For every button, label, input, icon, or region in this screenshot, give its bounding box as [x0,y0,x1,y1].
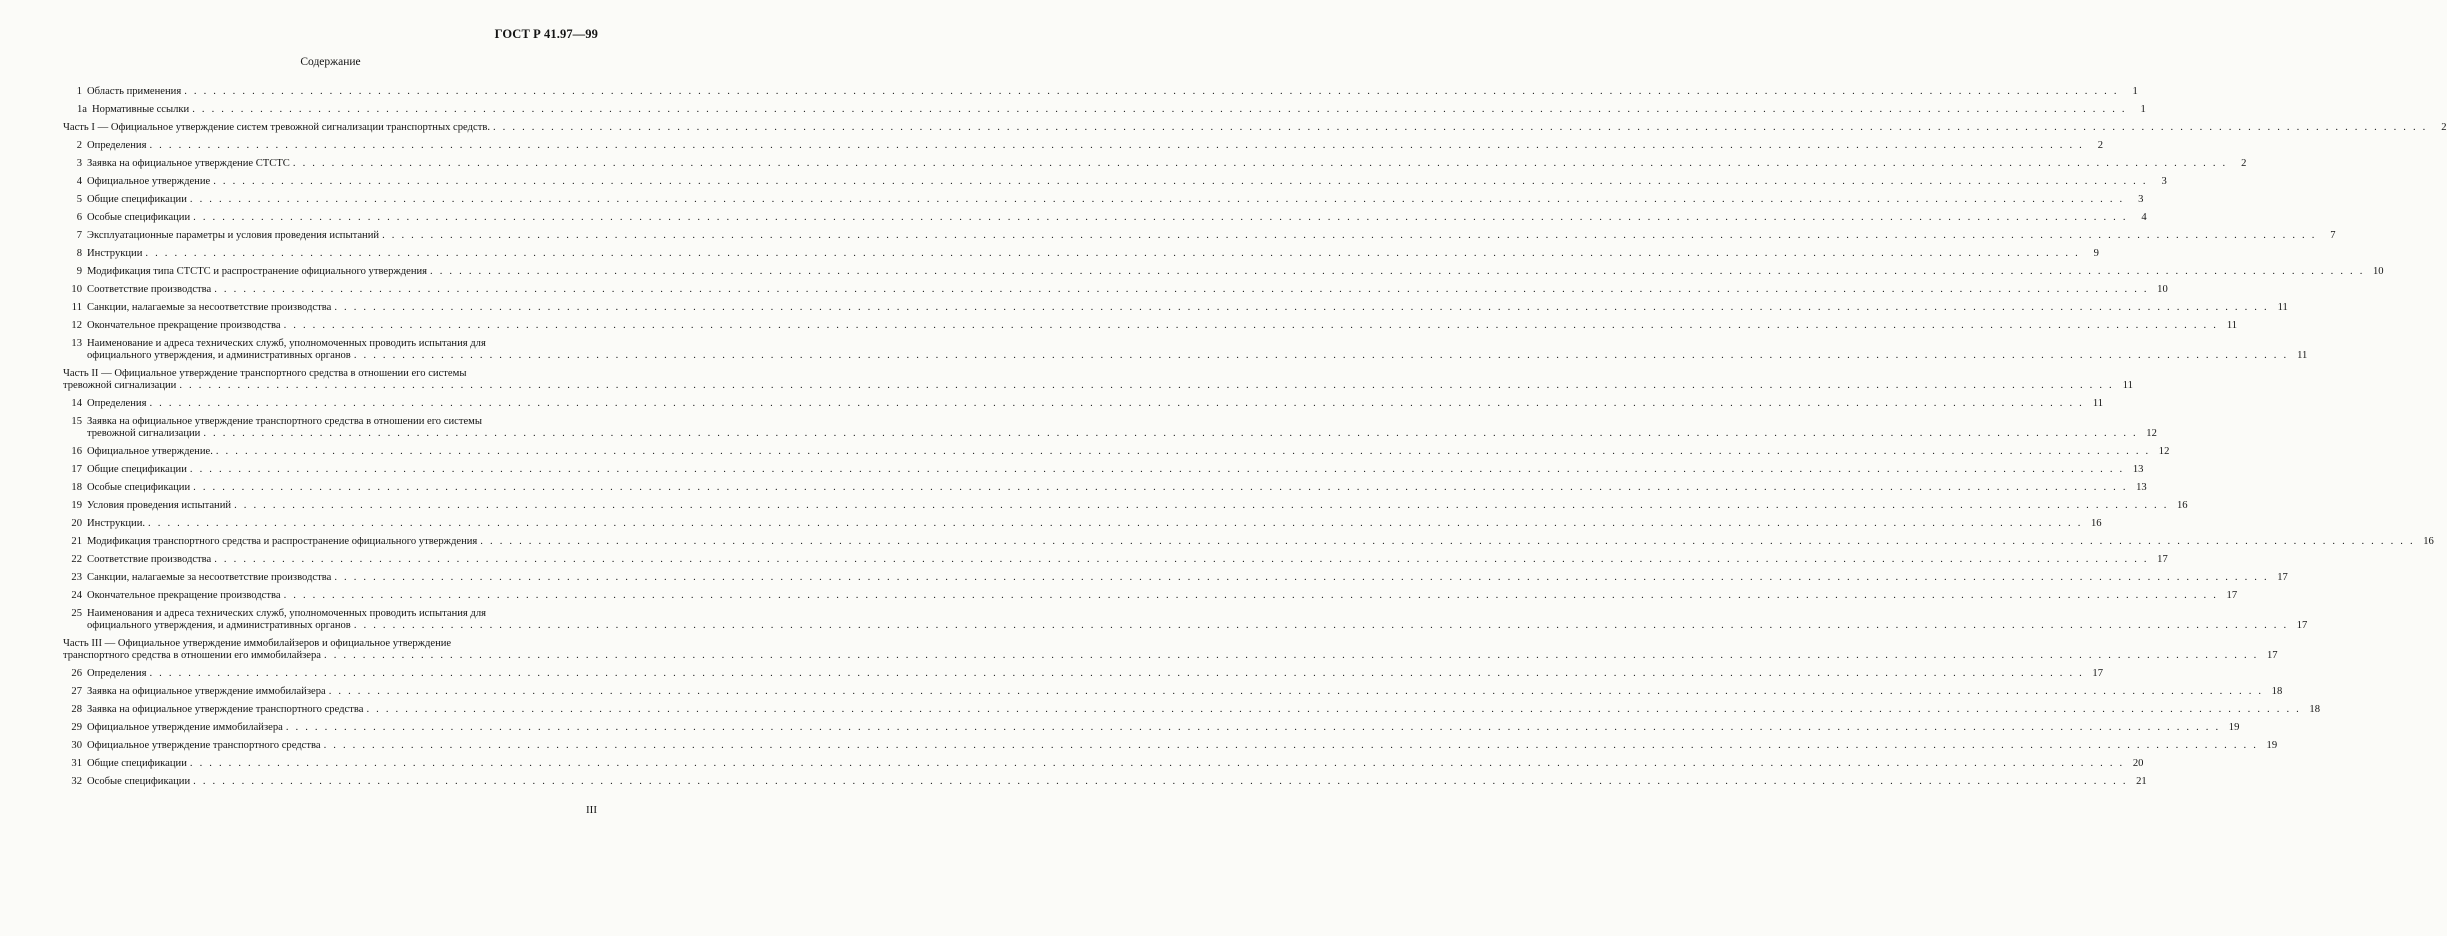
toc-entry-number: 13 [71,338,82,349]
toc-entry-title: Инструкции. [87,518,146,529]
toc-leader-dots: . . . . . . . . . . . . . . . . . . . . . . . . . . . . . . . . . . . . . . . . . . . . . . . . . . . . . . . . . . . . . . . . . . . . . . . . . . . . . . . . . . . . . . . . . . . . . . . . . . . . . . . . . . . . . . . . . . . . . . . . . . . . . . . . . . . . . . . . . . . . . . . . . . . . . . . . . . . . . . . . . . . . . . . . . . . . . . . . . . . . . . . . . . . . . . . . . . . . . . . . [366,704,2301,715]
toc-entry-page: 17 [2296,620,2308,631]
toc-entry-title: Нормативные ссылки [92,104,190,115]
toc-entry-title: Заявка на официальное утверждение СТСТС [87,158,290,169]
toc-entry[interactable] [63,230,2336,242]
toc-entry[interactable] [63,176,2167,188]
toc-leader-dots: . . . . . . . . . . . . . . . . . . . . . . . . . . . . . . . . . . . . . . . . . . . . . . . . . . . . . . . . . . . . . . . . . . . . . . . . . . . . . . . . . . . . . . . . . . . . . . . . . . . . . . . . . . . . . . . . . . . . . . . . . . . . . . . . . . . . . . . . . . . . . . . . . . . . . . . . . . . . . . . . . . . . . . . . . . . . . . . . . . . . . . . . . . . . . . . . . . . . . . . . [492,122,2428,133]
toc-entry[interactable] [63,212,2147,224]
toc-entry-page: 16 [2423,536,2434,547]
toc-entry[interactable] [63,158,2247,170]
toc-leader-dots: . . . . . . . . . . . . . . . . . . . . . . . . . . . . . . . . . . . . . . . . . . . . . . . . . . . . . . . . . . . . . . . . . . . . . . . . . . . . . . . . . . . . . . . . . . . . . . . . . . . . . . . . . . . . . . . . . . . . . . . . . . . . . . . . . . . . . . . . . . . . . . . . . . . . . . . . . . . . . . . . . . . . . . . . . . . . . . . . . . . . . . . . . . . . . . . . . . . . . . . . [214,284,2149,295]
toc-entry-page: 16 [2177,500,2188,511]
toc-leader-dots: . . . . . . . . . . . . . . . . . . . . . . . . . . . . . . . . . . . . . . . . . . . . . . . . . . . . . . . . . . . . . . . . . . . . . . . . . . . . . . . . . . . . . . . . . . . . . . . . . . . . . . . . . . . . . . . . . . . . . . . . . . . . . . . . . . . . . . . . . . . . . . . . . . . . . . . . . . . . . . . . . . . . . . . . . . . . . . . . . . . . . . . . . . . . . . . . . . . . . . . . [189,464,2125,475]
toc-entry-title: Модификация типа СТСТС и распространение официального утверждения [87,266,428,277]
toc-entry-number: 9 [76,266,82,277]
toc-leader-dots: . . . . . . . . . . . . . . . . . . . . . . . . . . . . . . . . . . . . . . . . . . . . . . . . . . . . . . . . . . . . . . . . . . . . . . . . . . . . . . . . . . . . . . . . . . . . . . . . . . . . . . . . . . . . . . . . . . . . . . . . . . . . . . . . . . . . . . . . . . . . . . . . . . . . . . . . . . . . . . . . . . . . . . . . . . . . . . . . . . . . . . . . . . . . . . . . . . . . . . . . [283,590,2219,601]
toc-leader-dots: . . . . . . . . . . . . . . . . . . . . . . . . . . . . . . . . . . . . . . . . . . . . . . . . . . . . . . . . . . . . . . . . . . . . . . . . . . . . . . . . . . . . . . . . . . . . . . . . . . . . . . . . . . . . . . . . . . . . . . . . . . . . . . . . . . . . . . . . . . . . . . . . . . . . . . . . . . . . . . . . . . . . . . . . . . . . . . . . . . . . . . . . . . . . . . . . . . . . . . . . [203,428,2138,439]
toc-leader-dots: . . . . . . . . . . . . . . . . . . . . . . . . . . . . . . . . . . . . . . . . . . . . . . . . . . . . . . . . . . . . . . . . . . . . . . . . . . . . . . . . . . . . . . . . . . . . . . . . . . . . . . . . . . . . . . . . . . . . . . . . . . . . . . . . . . . . . . . . . . . . . . . . . . . . . . . . . . . . . . . . . . . . . . . . . . . . . . . . . . . . . . . . . . . . . . . . . . . . . . . . [179,380,2114,391]
toc-entry-title: Определения [87,140,147,151]
toc-entry-title: Окончательное прекращение производства [87,320,281,331]
toc-entry[interactable] [63,686,2283,698]
toc-entry-page: 17 [2277,572,2288,583]
toc-entry-page: 3 [2138,194,2144,205]
toc-leader-dots: . . . . . . . . . . . . . . . . . . . . . . . . . . . . . . . . . . . . . . . . . . . . . . . . . . . . . . . . . . . . . . . . . . . . . . . . . . . . . . . . . . . . . . . . . . . . . . . . . . . . . . . . . . . . . . . . . . . . . . . . . . . . . . . . . . . . . . . . . . . . . . . . . . . . . . . . . . . . . . . . . . . . . . . . . . . . . . . . . . . . . . . . . . . . . . . . . . . . . . . . [214,554,2149,565]
toc-leader-dots: . . . . . . . . . . . . . . . . . . . . . . . . . . . . . . . . . . . . . . . . . . . . . . . . . . . . . . . . . . . . . . . . . . . . . . . . . . . . . . . . . . . . . . . . . . . . . . . . . . . . . . . . . . . . . . . . . . . . . . . . . . . . . . . . . . . . . . . . . . . . . . . . . . . . . . . . . . . . . . . . . . . . . . . . . . . . . . . . . . . . . . . . . . . . . . . . . . . . . . . . [353,350,2289,361]
toc-entry-number: 12 [71,320,82,331]
toc-entry[interactable] [63,482,2147,494]
toc-leader-dots: . . . . . . . . . . . . . . . . . . . . . . . . . . . . . . . . . . . . . . . . . . . . . . . . . . . . . . . . . . . . . . . . . . . . . . . . . . . . . . . . . . . . . . . . . . . . . . . . . . . . . . . . . . . . . . . . . . . . . . . . . . . . . . . . . . . . . . . . . . . . . . . . . . . . . . . . . . . . . . . . . . . . . . . . . . . . . . . . . . . . . . . . . . . . . . . . . . . . . . . . [292,158,2228,169]
toc-entry-number: 6 [76,212,82,223]
toc-entry-page: 12 [2158,446,2170,457]
toc-entry-page: 4 [2141,212,2147,223]
toc-entry[interactable] [63,302,2288,314]
toc-entry-page: 19 [2228,722,2240,733]
toc-entry-number: 25 [71,608,82,619]
toc-entry-title: Часть I — Официальное утверждение систем тревожной сигнализации транспортных средств. [63,122,490,133]
toc-leader-dots: . . . . . . . . . . . . . . . . . . . . . . . . . . . . . . . . . . . . . . . . . . . . . . . . . . . . . . . . . . . . . . . . . . . . . . . . . . . . . . . . . . . . . . . . . . . . . . . . . . . . . . . . . . . . . . . . . . . . . . . . . . . . . . . . . . . . . . . . . . . . . . . . . . . . . . . . . . . . . . . . . . . . . . . . . . . . . . . . . . . . . . . . . . . . . . . . . . . . . . . . [189,758,2125,769]
toc-entry-title: Соответствие производства [87,284,212,295]
toc-leader-dots: . . . . . . . . . . . . . . . . . . . . . . . . . . . . . . . . . . . . . . . . . . . . . . . . . . . . . . . . . . . . . . . . . . . . . . . . . . . . . . . . . . . . . . . . . . . . . . . . . . . . . . . . . . . . . . . . . . . . . . . . . . . . . . . . . . . . . . . . . . . . . . . . . . . . . . . . . . . . . . . . . . . . . . . . . . . . . . . . . . . . . . . . . . . . . . . . . . . . . . . . [323,740,2259,751]
toc-entry[interactable] [63,776,2147,788]
toc-leader-dots: . . . . . . . . . . . . . . . . . . . . . . . . . . . . . . . . . . . . . . . . . . . . . . . . . . . . . . . . . . . . . . . . . . . . . . . . . . . . . . . . . . . . . . . . . . . . . . . . . . . . . . . . . . . . . . . . . . . . . . . . . . . . . . . . . . . . . . . . . . . . . . . . . . . . . . . . . . . . . . . . . . . . . . . . . . . . . . . . . . . . . . . . . . . . . . . . . . . . . . . . [382,230,2317,241]
toc-entry[interactable] [63,464,2144,476]
toc-entry-page: 2 [2241,158,2247,169]
toc-leader-dots: . . . . . . . . . . . . . . . . . . . . . . . . . . . . . . . . . . . . . . . . . . . . . . . . . . . . . . . . . . . . . . . . . . . . . . . . . . . . . . . . . . . . . . . . . . . . . . . . . . . . . . . . . . . . . . . . . . . . . . . . . . . . . . . . . . . . . . . . . . . . . . . . . . . . . . . . . . . . . . . . . . . . . . . . . . . . . . . . . . . . . . . . . . . . . . . . . . . . . . . . [285,722,2221,733]
toc-entry[interactable] [63,554,2168,566]
toc-entry-number: 27 [71,686,82,697]
toc-entry-title: Официальное утверждение. [87,446,213,457]
toc-entry-number: 31 [71,758,82,769]
toc-entry-number: 17 [71,464,82,475]
toc-entry-page: 18 [2271,686,2283,697]
toc-leader-dots: . . . . . . . . . . . . . . . . . . . . . . . . . . . . . . . . . . . . . . . . . . . . . . . . . . . . . . . . . . . . . . . . . . . . . . . . . . . . . . . . . . . . . . . . . . . . . . . . . . . . . . . . . . . . . . . . . . . . . . . . . . . . . . . . . . . . . . . . . . . . . . . . . . . . . . . . . . . . . . . . . . . . . . . . . . . . . . . . . . . . . . . . . . . . . . . . . . . . . . . . [145,248,2080,259]
toc-entry-title: транспортного средства в отношении его иммобилайзера [63,650,321,661]
toc-leader-dots: . . . . . . . . . . . . . . . . . . . . . . . . . . . . . . . . . . . . . . . . . . . . . . . . . . . . . . . . . . . . . . . . . . . . . . . . . . . . . . . . . . . . . . . . . . . . . . . . . . . . . . . . . . . . . . . . . . . . . . . . . . . . . . . . . . . . . . . . . . . . . . . . . . . . . . . . . . . . . . . . . . . . . . . . . . . . . . . . . . . . . . . . . . . . . . . . . . . . . . . . [149,398,2085,409]
toc-leader-dots: . . . . . . . . . . . . . . . . . . . . . . . . . . . . . . . . . . . . . . . . . . . . . . . . . . . . . . . . . . . . . . . . . . . . . . . . . . . . . . . . . . . . . . . . . . . . . . . . . . . . . . . . . . . . . . . . . . . . . . . . . . . . . . . . . . . . . . . . . . . . . . . . . . . . . . . . . . . . . . . . . . . . . . . . . . . . . . . . . . . . . . . . . . . . . . . . . . . . . . . . [213,176,2148,187]
toc-entry[interactable] [63,722,2240,734]
toc-entry-page: 11 [2226,320,2238,331]
toc-leader-dots: . . . . . . . . . . . . . . . . . . . . . . . . . . . . . . . . . . . . . . . . . . . . . . . . . . . . . . . . . . . . . . . . . . . . . . . . . . . . . . . . . . . . . . . . . . . . . . . . . . . . . . . . . . . . . . . . . . . . . . . . . . . . . . . . . . . . . . . . . . . . . . . . . . . . . . . . . . . . . . . . . . . . . . . . . . . . . . . . . . . . . . . . . . . . . . . . . . . . . . . . [283,320,2219,331]
toc-entry-title: Условия проведения испытаний [87,500,232,511]
toc-leader-dots: . . . . . . . . . . . . . . . . . . . . . . . . . . . . . . . . . . . . . . . . . . . . . . . . . . . . . . . . . . . . . . . . . . . . . . . . . . . . . . . . . . . . . . . . . . . . . . . . . . . . . . . . . . . . . . . . . . . . . . . . . . . . . . . . . . . . . . . . . . . . . . . . . . . . . . . . . . . . . . . . . . . . . . . . . . . . . . . . . . . . . . . . . . . . . . . . . . . . . . . . [324,650,2259,661]
toc-entry-title: Эксплуатационные параметры и условия проведения испытаний [87,230,380,241]
toc-leader-dots: . . . . . . . . . . . . . . . . . . . . . . . . . . . . . . . . . . . . . . . . . . . . . . . . . . . . . . . . . . . . . . . . . . . . . . . . . . . . . . . . . . . . . . . . . . . . . . . . . . . . . . . . . . . . . . . . . . . . . . . . . . . . . . . . . . . . . . . . . . . . . . . . . . . . . . . . . . . . . . . . . . . . . . . . . . . . . . . . . . . . . . . . . . . . . . . . . . . . . . . . [215,446,2151,457]
toc-entry-number: 19 [71,500,82,511]
toc-entry[interactable] [63,140,2104,152]
toc-entry-title: Определения [87,668,147,679]
toc-entry-number: 4 [76,176,82,187]
toc-entry-page: 3 [2161,176,2167,187]
toc-leader-dots: . . . . . . . . . . . . . . . . . . . . . . . . . . . . . . . . . . . . . . . . . . . . . . . . . . . . . . . . . . . . . . . . . . . . . . . . . . . . . . . . . . . . . . . . . . . . . . . . . . . . . . . . . . . . . . . . . . . . . . . . . . . . . . . . . . . . . . . . . . . . . . . . . . . . . . . . . . . . . . . . . . . . . . . . . . . . . . . . . . . . . . . . . . . . . . . . . . . . . . . . [430,266,2365,277]
toc-entry-page: 1 [2140,104,2146,115]
toc-entry[interactable] [63,398,2104,410]
toc-entry-title-line: Наименование и адреса технических служб, уполномоченных проводить испытания для [87,338,486,349]
toc-entry-title-line: Заявка на официальное утверждение транспортного средства в отношении его системы [87,416,482,427]
toc-entry-number: 24 [71,590,82,601]
toc-entry-title: Заявка на официальное утверждение транспортного средства [87,704,364,715]
toc-entry-title: Официальное утверждение [87,176,211,187]
toc-entry-page: 10 [2372,266,2384,277]
toc-leader-dots: . . . . . . . . . . . . . . . . . . . . . . . . . . . . . . . . . . . . . . . . . . . . . . . . . . . . . . . . . . . . . . . . . . . . . . . . . . . . . . . . . . . . . . . . . . . . . . . . . . . . . . . . . . . . . . . . . . . . . . . . . . . . . . . . . . . . . . . . . . . . . . . . . . . . . . . . . . . . . . . . . . . . . . . . . . . . . . . . . . . . . . . . . . . . . . . . . . . . . . . . [192,104,2127,115]
toc-entry[interactable] [63,122,2447,134]
toc-entry-page: 2 [2097,140,2104,151]
toc-entry-page: 7 [2330,230,2336,241]
toc-entry-page: 17 [2092,668,2104,679]
toc-entry-title: Общие спецификации [87,194,187,205]
toc-entry[interactable] [63,446,2170,458]
toc-entry-number: 32 [71,776,82,787]
toc-entry-title: Особые спецификации [87,776,191,787]
toc-entry[interactable] [63,608,2308,632]
toc-leader-dots: . . . . . . . . . . . . . . . . . . . . . . . . . . . . . . . . . . . . . . . . . . . . . . . . . . . . . . . . . . . . . . . . . . . . . . . . . . . . . . . . . . . . . . . . . . . . . . . . . . . . . . . . . . . . . . . . . . . . . . . . . . . . . . . . . . . . . . . . . . . . . . . . . . . . . . . . . . . . . . . . . . . . . . . . . . . . . . . . . . . . . . . . . . . . . . . . . . . . . . . . [334,302,2269,313]
toc-entry-number: 14 [71,398,82,409]
toc-entry-title: Окончательное прекращение производства [87,590,281,601]
toc-entry[interactable] [63,266,2384,278]
toc-entry-page: 13 [2136,482,2147,493]
toc-entry-title: Инструкции [87,248,143,259]
toc-entry[interactable] [63,518,2102,530]
toc-entry-title: Официальное утверждение иммобилайзера [87,722,283,733]
toc-entry-page: 19 [2266,740,2278,751]
toc-entry-number: 8 [76,248,82,259]
toc-entry-number: 28 [71,704,82,715]
toc-entry-number: 22 [71,554,82,565]
toc-entry-page: 11 [2277,302,2288,313]
toc-entry-page: 17 [2157,554,2168,565]
toc-entry-number: 29 [71,722,82,733]
toc-entry-page: 16 [2090,518,2102,529]
toc-entry-number: 10 [71,284,82,295]
toc-entry-number: 23 [71,572,82,583]
toc-entry-page: 1 [2132,86,2138,97]
page-number: III [586,804,597,816]
toc-entry-number: 20 [71,518,82,529]
toc-entry-title: Особые спецификации [87,482,191,493]
toc-entry-page: 10 [2157,284,2168,295]
toc-entry-page: 20 [2132,758,2144,769]
toc-entry[interactable] [63,500,2188,512]
table-of-contents [63,86,2447,794]
toc-entry[interactable] [63,740,2278,752]
toc-entry[interactable] [63,590,2238,602]
toc-leader-dots: . . . . . . . . . . . . . . . . . . . . . . . . . . . . . . . . . . . . . . . . . . . . . . . . . . . . . . . . . . . . . . . . . . . . . . . . . . . . . . . . . . . . . . . . . . . . . . . . . . . . . . . . . . . . . . . . . . . . . . . . . . . . . . . . . . . . . . . . . . . . . . . . . . . . . . . . . . . . . . . . . . . . . . . . . . . . . . . . . . . . . . . . . . . . . . . . . . . . . . . . [334,572,2269,583]
toc-entry-title: Определения [87,398,147,409]
toc-entry-title: Санкции, налагаемые за несоответствие производства [87,572,332,583]
toc-entry-title: официального утверждения, и административных органов [87,620,351,631]
toc-entry-title: Заявка на официальное утверждение иммобилайзера [87,686,326,697]
toc-leader-dots: . . . . . . . . . . . . . . . . . . . . . . . . . . . . . . . . . . . . . . . . . . . . . . . . . . . . . . . . . . . . . . . . . . . . . . . . . . . . . . . . . . . . . . . . . . . . . . . . . . . . . . . . . . . . . . . . . . . . . . . . . . . . . . . . . . . . . . . . . . . . . . . . . . . . . . . . . . . . . . . . . . . . . . . . . . . . . . . . . . . . . . . . . . . . . . . . . . . . . . . . [234,500,2169,511]
toc-entry-title: Область применения [87,86,182,97]
toc-entry-title: Общие спецификации [87,758,187,769]
toc-entry-title: Модификация транспортного средства и распространение официального утверждения [87,536,478,547]
toc-leader-dots: . . . . . . . . . . . . . . . . . . . . . . . . . . . . . . . . . . . . . . . . . . . . . . . . . . . . . . . . . . . . . . . . . . . . . . . . . . . . . . . . . . . . . . . . . . . . . . . . . . . . . . . . . . . . . . . . . . . . . . . . . . . . . . . . . . . . . . . . . . . . . . . . . . . . . . . . . . . . . . . . . . . . . . . . . . . . . . . . . . . . . . . . . . . . . . . . . . . . . . . . [148,518,2083,529]
toc-entry-number: 21 [71,536,82,547]
toc-entry-page: 18 [2309,704,2320,715]
toc-entry-page: 11 [2092,398,2104,409]
document-code: ГОСТ Р 41.97—99 [494,27,598,41]
toc-entry[interactable] [63,248,2099,260]
toc-entry-title: Особые спецификации [87,212,191,223]
toc-entry-page: 13 [2132,464,2144,475]
toc-entry[interactable] [63,338,2308,362]
toc-entry[interactable] [63,284,2168,296]
toc-entry-page: 12 [2146,428,2157,439]
toc-entry[interactable] [63,86,2138,98]
toc-entry-number: 18 [71,482,82,493]
toc-entry-number: 26 [71,668,82,679]
toc-entry-title: официального утверждения, и административных органов [87,350,351,361]
toc-entry[interactable] [63,104,2146,116]
toc-entry[interactable] [63,668,2104,680]
toc-entry-title: Санкции, налагаемые за несоответствие производства [87,302,332,313]
toc-entry-number: 15 [71,416,82,427]
toc-entry-title-line: Часть III — Официальное утверждение иммобилайзеров и официальное утверждение [63,638,452,649]
toc-entry[interactable] [63,320,2238,332]
toc-leader-dots: . . . . . . . . . . . . . . . . . . . . . . . . . . . . . . . . . . . . . . . . . . . . . . . . . . . . . . . . . . . . . . . . . . . . . . . . . . . . . . . . . . . . . . . . . . . . . . . . . . . . . . . . . . . . . . . . . . . . . . . . . . . . . . . . . . . . . . . . . . . . . . . . . . . . . . . . . . . . . . . . . . . . . . . . . . . . . . . . . . . . . . . . . . . . . . . . . . . . . . . . [193,776,2128,787]
toc-leader-dots: . . . . . . . . . . . . . . . . . . . . . . . . . . . . . . . . . . . . . . . . . . . . . . . . . . . . . . . . . . . . . . . . . . . . . . . . . . . . . . . . . . . . . . . . . . . . . . . . . . . . . . . . . . . . . . . . . . . . . . . . . . . . . . . . . . . . . . . . . . . . . . . . . . . . . . . . . . . . . . . . . . . . . . . . . . . . . . . . . . . . . . . . . . . . . . . . . . . . . . . . [328,686,2264,697]
toc-entry-page: 2 [2441,122,2447,133]
toc-entry-page: 17 [2226,590,2238,601]
toc-entry-page: 17 [2266,650,2278,661]
toc-entry[interactable] [63,416,2157,440]
toc-leader-dots: . . . . . . . . . . . . . . . . . . . . . . . . . . . . . . . . . . . . . . . . . . . . . . . . . . . . . . . . . . . . . . . . . . . . . . . . . . . . . . . . . . . . . . . . . . . . . . . . . . . . . . . . . . . . . . . . . . . . . . . . . . . . . . . . . . . . . . . . . . . . . . . . . . . . . . . . . . . . . . . . . . . . . . . . . . . . . . . . . . . . . . . . . . . . . . . . . . . . . . . . [149,140,2085,151]
toc-entry[interactable] [63,572,2288,584]
toc-entry-number: 5 [76,194,82,205]
toc-entry-title: Общие спецификации [87,464,187,475]
toc-entry-title-line: Часть II — Официальное утверждение транспортного средства в отношении его системы [63,368,467,379]
toc-entry[interactable] [63,368,2133,392]
toc-entry-page: 21 [2136,776,2147,787]
toc-entry-title-line: Наименования и адреса технических служб, уполномоченных проводить испытания для [87,608,486,619]
toc-entry-number: 1а [77,104,87,115]
toc-entry-number: 1 [76,86,82,97]
toc-entry[interactable] [63,704,2320,716]
toc-entry[interactable] [63,758,2144,770]
toc-entry-number: 30 [71,740,82,751]
toc-entry-page: 11 [2122,380,2133,391]
toc-title: Содержание [300,56,361,68]
toc-leader-dots: . . . . . . . . . . . . . . . . . . . . . . . . . . . . . . . . . . . . . . . . . . . . . . . . . . . . . . . . . . . . . . . . . . . . . . . . . . . . . . . . . . . . . . . . . . . . . . . . . . . . . . . . . . . . . . . . . . . . . . . . . . . . . . . . . . . . . . . . . . . . . . . . . . . . . . . . . . . . . . . . . . . . . . . . . . . . . . . . . . . . . . . . . . . . . . . . . . . . . . . . [184,86,2119,97]
toc-entry-number: 2 [76,140,82,151]
toc-entry[interactable] [63,536,2434,548]
toc-entry-title: Соответствие производства [87,554,212,565]
toc-entry[interactable] [63,194,2144,206]
toc-leader-dots: . . . . . . . . . . . . . . . . . . . . . . . . . . . . . . . . . . . . . . . . . . . . . . . . . . . . . . . . . . . . . . . . . . . . . . . . . . . . . . . . . . . . . . . . . . . . . . . . . . . . . . . . . . . . . . . . . . . . . . . . . . . . . . . . . . . . . . . . . . . . . . . . . . . . . . . . . . . . . . . . . . . . . . . . . . . . . . . . . . . . . . . . . . . . . . . . . . . . . . . . [193,212,2128,223]
toc-entry-title: тревожной сигнализации [63,380,177,391]
toc-entry-title: тревожной сигнализации [87,428,201,439]
toc-leader-dots: . . . . . . . . . . . . . . . . . . . . . . . . . . . . . . . . . . . . . . . . . . . . . . . . . . . . . . . . . . . . . . . . . . . . . . . . . . . . . . . . . . . . . . . . . . . . . . . . . . . . . . . . . . . . . . . . . . . . . . . . . . . . . . . . . . . . . . . . . . . . . . . . . . . . . . . . . . . . . . . . . . . . . . . . . . . . . . . . . . . . . . . . . . . . . . . . . . . . . . . . [149,668,2085,679]
toc-entry-number: 7 [76,230,82,241]
toc-leader-dots: . . . . . . . . . . . . . . . . . . . . . . . . . . . . . . . . . . . . . . . . . . . . . . . . . . . . . . . . . . . . . . . . . . . . . . . . . . . . . . . . . . . . . . . . . . . . . . . . . . . . . . . . . . . . . . . . . . . . . . . . . . . . . . . . . . . . . . . . . . . . . . . . . . . . . . . . . . . . . . . . . . . . . . . . . . . . . . . . . . . . . . . . . . . . . . . . . . . . . . . . [353,620,2289,631]
toc-leader-dots: . . . . . . . . . . . . . . . . . . . . . . . . . . . . . . . . . . . . . . . . . . . . . . . . . . . . . . . . . . . . . . . . . . . . . . . . . . . . . . . . . . . . . . . . . . . . . . . . . . . . . . . . . . . . . . . . . . . . . . . . . . . . . . . . . . . . . . . . . . . . . . . . . . . . . . . . . . . . . . . . . . . . . . . . . . . . . . . . . . . . . . . . . . . . . . . . . . . . . . . . [480,536,2415,547]
toc-leader-dots: . . . . . . . . . . . . . . . . . . . . . . . . . . . . . . . . . . . . . . . . . . . . . . . . . . . . . . . . . . . . . . . . . . . . . . . . . . . . . . . . . . . . . . . . . . . . . . . . . . . . . . . . . . . . . . . . . . . . . . . . . . . . . . . . . . . . . . . . . . . . . . . . . . . . . . . . . . . . . . . . . . . . . . . . . . . . . . . . . . . . . . . . . . . . . . . . . . . . . . . . [193,482,2128,493]
toc-entry-number: 11 [71,302,82,313]
toc-entry[interactable] [63,638,2278,662]
toc-entry-number: 3 [76,158,82,169]
toc-entry-title: Официальное утверждение транспортного средства [87,740,321,751]
toc-entry-number: 16 [71,446,82,457]
toc-entry-page: 11 [2297,350,2308,361]
toc-leader-dots: . . . . . . . . . . . . . . . . . . . . . . . . . . . . . . . . . . . . . . . . . . . . . . . . . . . . . . . . . . . . . . . . . . . . . . . . . . . . . . . . . . . . . . . . . . . . . . . . . . . . . . . . . . . . . . . . . . . . . . . . . . . . . . . . . . . . . . . . . . . . . . . . . . . . . . . . . . . . . . . . . . . . . . . . . . . . . . . . . . . . . . . . . . . . . . . . . . . . . . . . [189,194,2125,205]
toc-entry-page: 9 [2093,248,2099,259]
